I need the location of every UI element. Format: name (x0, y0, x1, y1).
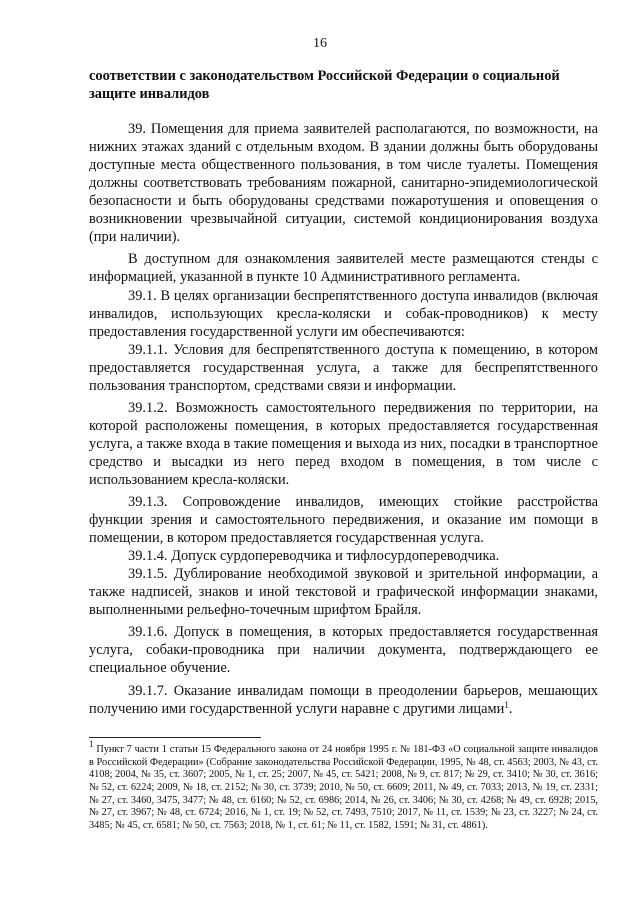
paragraph-39-1-3: 39.1.3. Сопровождение инвалидов, имеющих стойкие расстройства функции зрения и самостоятельного передвижения, и оказание им помощи в помещении, в котором предоставляется государственная услуга. (89, 494, 598, 547)
paragraph-39: 39. Помещения для приема заявителей располагаются, по возможности, на нижних этажах зданий с отдельным входом. В здании должны быть оборудованы доступные места общественного пользования, в том числе туалеты. Помещения должны соответствовать требованиям пожарной, санитарно-эпидемиологической безопасности и быть оборудованы средствами пожаротушения и оповещения о возникновении чрезвычайной ситуации, системой кондиционирования воздуха (при наличии). (89, 121, 598, 246)
footnote-block (89, 739, 598, 833)
paragraph-39-1-4: 39.1.4. Допуск сурдопереводчика и тифлосурдопереводчика. (128, 548, 500, 565)
paragraph-39-1-2: 39.1.2. Возможность самостоятельного передвижения по территории, на которой расположены помещения, в которых предоставляется государственная услуга, а также входа в такие помещения и выхода из них, посадки в транспортное средство и высадки из него перед входом в помещения, в том числе с использованием кресла-коляски. (89, 399, 598, 488)
section-heading: соответствии с законодательством Российской Федерации о социальной защите инвалидов (89, 68, 560, 103)
document-body (89, 67, 598, 718)
footnote-text (89, 739, 598, 833)
footnote-reference[interactable]: 1 (504, 699, 509, 710)
paragraph-39-1: 39.1. В целях организации беспрепятственного доступа инвалидов (включая инвалидов, использующих кресла-коляски и собак-проводников) к месту предоставления государственной услуги им обеспечиваются: (89, 287, 598, 340)
paragraph-39-1-5: 39.1.5. Дублирование необходимой звуковой и зрительной информации, а также надписей, знаков и иной текстовой и графической информации знаками, выполненными рельефно-точечным шрифтом Брайля. (89, 566, 598, 619)
paragraph-39-1-7: 39.1.7. Оказание инвалидам помощи в преодолении барьеров, мешающих получению ими государственной услуги наравне с другими лицами$^1$. (89, 682, 598, 717)
paragraph-39-1-6: 39.1.6. Допуск в помещения, в которых предоставляется государственная услуга, собаки-проводника при наличии документа, подтверждающего ее специальное обучение. (89, 624, 598, 677)
paragraph-39-1-7-text: 39.1.7. Оказание инвалидам помощи в преодолении барьеров, мешающих получению ими государственной услуги наравне с другими лицами (89, 682, 598, 717)
footnote-body: Пункт 7 части 1 статьи 15 Федерального закона от 24 ноября 1995 г. № 181-ФЗ «О социальной защите инвалидов в Российской Федерации» (Собрание законодательства Российской Федерации, 1995, № 48, ст. 4563; 2003, № 43, ст. 4108; 2004, № 35, ст. 3607; 2005, № 1, ст. 25; 2007, № 45, ст. 5421; 2008, № 9, ст. 817; № 29, ст. 3410; № 30, ст. 3616; № 52, ст. 6224; 2009, № 18, ст. 2152; № 30, ст. 3739; 2010, № 50, ст. 6609; 2011, № 49, ст. 7033; 2013, № 19, ст. 2331; № 27, ст. 3460, 3475, 3477; № 48, ст. 6160; № 52, ст. 6986; 2014, № 26, ст. 3406; № 30, ст. 4268; № 49, ст. 6928; 2015, № 27, ст. 3967; № 48, ст. 6724; 2016, № 1, ст. 19; № 52, ст. 7493, 7510; 2017, № 11, ст. 1539; № 23, ст. 3227; № 24, ст. 3485; № 45, ст. 6581; № 50, ст. 7563; 2018, № 1, ст. 61; № 11, ст. 1582, 1591; № 31, ст. 4861). (89, 744, 598, 831)
footnote-marker: 1 (89, 739, 94, 749)
paragraph-39-1-1: 39.1.1. Условия для беспрепятственного доступа к помещению, в котором предоставляется государственная услуга, а также для беспрепятственного пользования транспортом, средствами связи и информации. (89, 341, 598, 394)
footnote-divider (89, 737, 261, 738)
page-number: 16 (313, 36, 327, 51)
paragraph-stands: В доступном для ознакомления заявителей месте размещаются стенды с информацией, указанной в пункте 10 Административного регламента. (89, 251, 598, 286)
